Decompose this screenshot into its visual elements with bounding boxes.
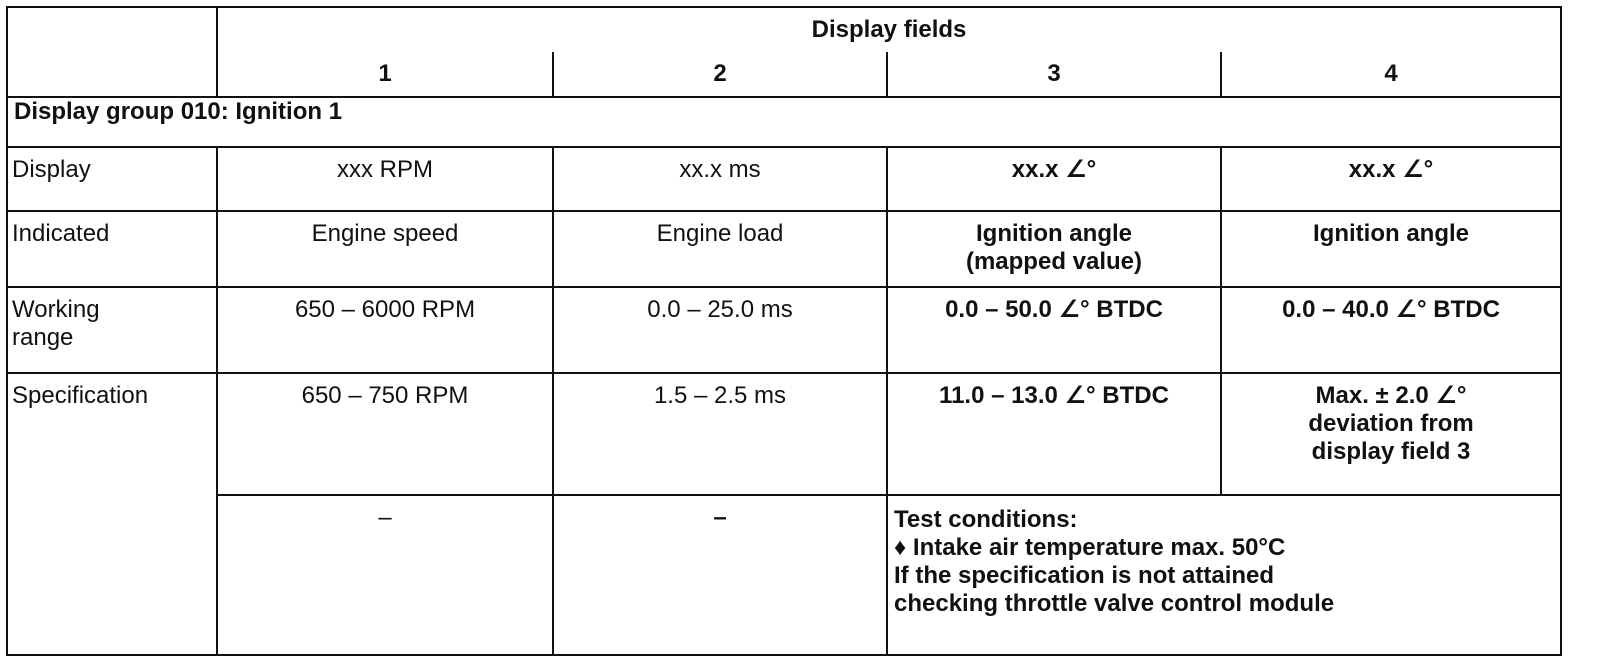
row-test-conditions	[7, 495, 1561, 655]
test-conditions-heading: Test conditions:	[894, 506, 1078, 533]
indicated-value-3: Ignition angle	[976, 220, 1132, 247]
working-value-2: 0.0 – 25.0 ms	[553, 287, 887, 373]
test-condition-note-line2: checking throttle valve control module	[894, 590, 1335, 617]
header-corner-cell	[7, 7, 217, 97]
spec-value-4-line2: deviation from	[1308, 410, 1474, 437]
row-label-specification: Specification	[7, 373, 217, 655]
test-value-2: –	[553, 495, 887, 655]
working-value-1: 650 – 6000 RPM	[217, 287, 553, 373]
display-group-table	[6, 6, 1562, 656]
row-indicated	[7, 211, 1561, 287]
header-title-row	[7, 7, 1561, 52]
group-title: Display group 010: Ignition 1	[7, 97, 1561, 147]
spec-cell-4	[1221, 373, 1561, 495]
field-number-3: 3	[887, 52, 1221, 97]
row-label-indicated: Indicated	[7, 211, 217, 287]
test-value-1: –	[217, 495, 553, 655]
working-value-3: 0.0 – 50.0 ∠° BTDC	[887, 287, 1221, 373]
field-number-2: 2	[553, 52, 887, 97]
test-condition-intake-air: ♦ Intake air temperature max. 50°C	[894, 534, 1286, 561]
group-title-row	[7, 97, 1561, 147]
reference-table-container	[6, 6, 1562, 656]
test-conditions-cell	[887, 495, 1561, 655]
indicated-value-2: Engine load	[553, 211, 887, 287]
spec-value-1: 650 – 750 RPM	[217, 373, 553, 495]
row-display	[7, 147, 1561, 211]
spec-value-3: 11.0 – 13.0 ∠° BTDC	[887, 373, 1221, 495]
spec-value-4-line1: Max. ± 2.0 ∠°	[1315, 382, 1467, 409]
test-condition-note-line1: If the specification is not attained	[894, 562, 1275, 589]
spec-value-4-line3: display field 3	[1311, 438, 1471, 465]
header-fields-row	[7, 52, 1561, 97]
display-value-3: xx.x ∠°	[887, 147, 1221, 211]
indicated-value-4: Ignition angle	[1221, 211, 1561, 287]
spec-value-2: 1.5 – 2.5 ms	[553, 373, 887, 495]
indicated-value-3-sub: (mapped value)	[965, 248, 1143, 275]
indicated-cell-3	[887, 211, 1221, 287]
display-value-1: xxx RPM	[217, 147, 553, 211]
row-label-display: Display	[7, 147, 217, 211]
indicated-value-1: Engine speed	[217, 211, 553, 287]
row-working-range	[7, 287, 1561, 373]
working-label-line2: range	[12, 324, 74, 351]
display-fields-heading: Display fields	[217, 7, 1561, 52]
field-number-1: 1	[217, 52, 553, 97]
working-value-4: 0.0 – 40.0 ∠° BTDC	[1221, 287, 1561, 373]
display-value-2: xx.x ms	[553, 147, 887, 211]
row-specification	[7, 373, 1561, 495]
working-label-line1: Working	[12, 296, 100, 323]
field-number-4: 4	[1221, 52, 1561, 97]
row-label-working-range	[7, 287, 217, 373]
display-value-4: xx.x ∠°	[1221, 147, 1561, 211]
